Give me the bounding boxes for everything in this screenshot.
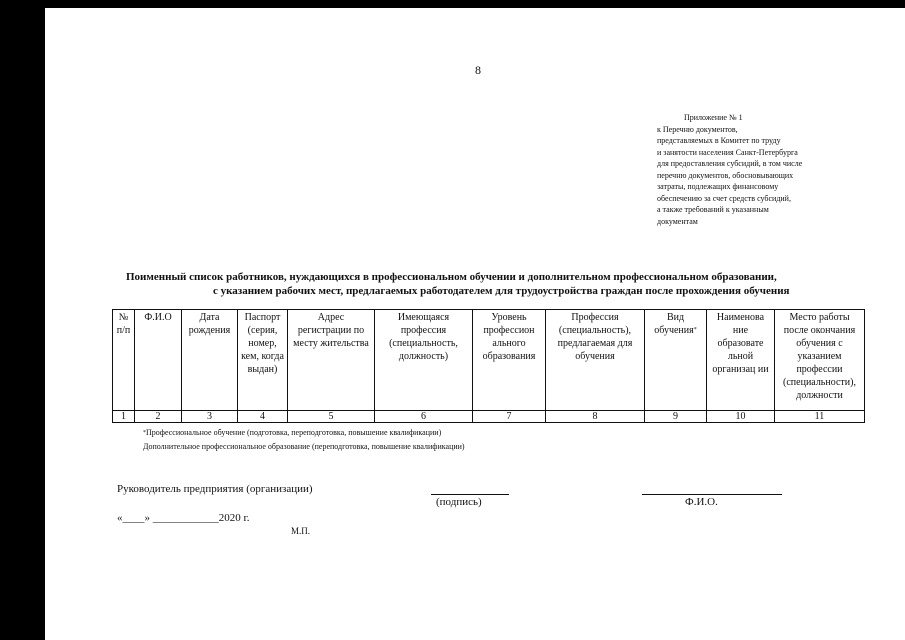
signature-line [431, 494, 509, 495]
column-number: 1 [113, 411, 135, 423]
column-header: Дата рождения [182, 310, 238, 411]
manager-label: Руководитель предприятия (организации) [117, 483, 313, 495]
appendix-line: документам [657, 216, 698, 226]
column-header-label: Вид обучения [654, 312, 694, 336]
signature-caption: (подпись) [436, 496, 482, 508]
employee-roster-table [112, 309, 865, 423]
column-header-training-type [645, 310, 707, 411]
column-number: 10 [707, 411, 775, 423]
column-header: № п/п [113, 310, 135, 411]
column-number: 11 [775, 411, 865, 423]
footnote-text: Профессиональное обучение (подготовка, переподготовка, повышение квалификации) [146, 428, 442, 437]
appendix-line: обеспечению за счет средств субсидий, [657, 193, 791, 203]
column-header: Наименова ние образовате льной организац ии [707, 310, 775, 411]
column-number: 2 [135, 411, 182, 423]
column-number-row [113, 411, 865, 423]
stamp-placeholder: М.П. [291, 526, 311, 536]
appendix-block [657, 112, 857, 227]
column-header: Место работы после окончания обучения с указанием профессии (специальности), должности [775, 310, 865, 411]
column-header: Паспорт (серия, номер, кем, когда выдан) [238, 310, 288, 411]
appendix-title: Приложение № 1 [684, 113, 743, 122]
footnote-additional-education: Дополнительное профессиональное образование (переподготовка, повышение квалификации) [143, 442, 465, 451]
column-number: 5 [288, 411, 375, 423]
appendix-line: представляемых в Комитет по труду [657, 136, 781, 145]
appendix-line: для предоставления субсидий, в том числе [657, 159, 803, 168]
column-header: Профессия (специальность), предлагаемая для обучения [546, 310, 645, 411]
footnote-mark: * [693, 327, 697, 333]
column-header: Уровень профессион ального образования [473, 310, 546, 411]
name-line [642, 494, 782, 495]
column-header: Адрес регистрации по месту жительства [288, 310, 375, 411]
document-title [105, 270, 905, 298]
appendix-line: к Перечню документов, [657, 124, 738, 134]
column-number: 6 [375, 411, 473, 423]
document-page [45, 8, 905, 640]
appendix-line: а также требований к указанным [657, 205, 769, 214]
appendix-line: перечню документов, обосновывающих [657, 170, 794, 180]
title-line-2: с указанием рабочих мест, предлагаемых работодателем для трудоустройства граждан после прохождения обучения [213, 285, 790, 297]
column-number: 9 [645, 411, 707, 423]
column-header: Имеющаяся профессия (специальность, должность) [375, 310, 473, 411]
column-number: 8 [546, 411, 645, 423]
footnote-mark: * [143, 430, 146, 436]
column-header: Ф.И.О [135, 310, 182, 411]
table-header-row [113, 310, 865, 411]
page-number: 8 [475, 63, 481, 77]
date-line: «____» ____________2020 г. [117, 512, 250, 524]
appendix-line: и занятости населения Санкт-Петербурга [657, 147, 798, 157]
name-caption: Ф.И.О. [685, 496, 718, 508]
column-number: 4 [238, 411, 288, 423]
column-number: 7 [473, 411, 546, 423]
title-line-1: Поименный список работников, нуждающихся в профессиональном обучении и дополнительном профессиональном образовании, [126, 271, 777, 283]
footnote-professional-training [143, 428, 441, 438]
appendix-line: затраты, подлежащих финансовому [657, 182, 779, 191]
column-number: 3 [182, 411, 238, 423]
